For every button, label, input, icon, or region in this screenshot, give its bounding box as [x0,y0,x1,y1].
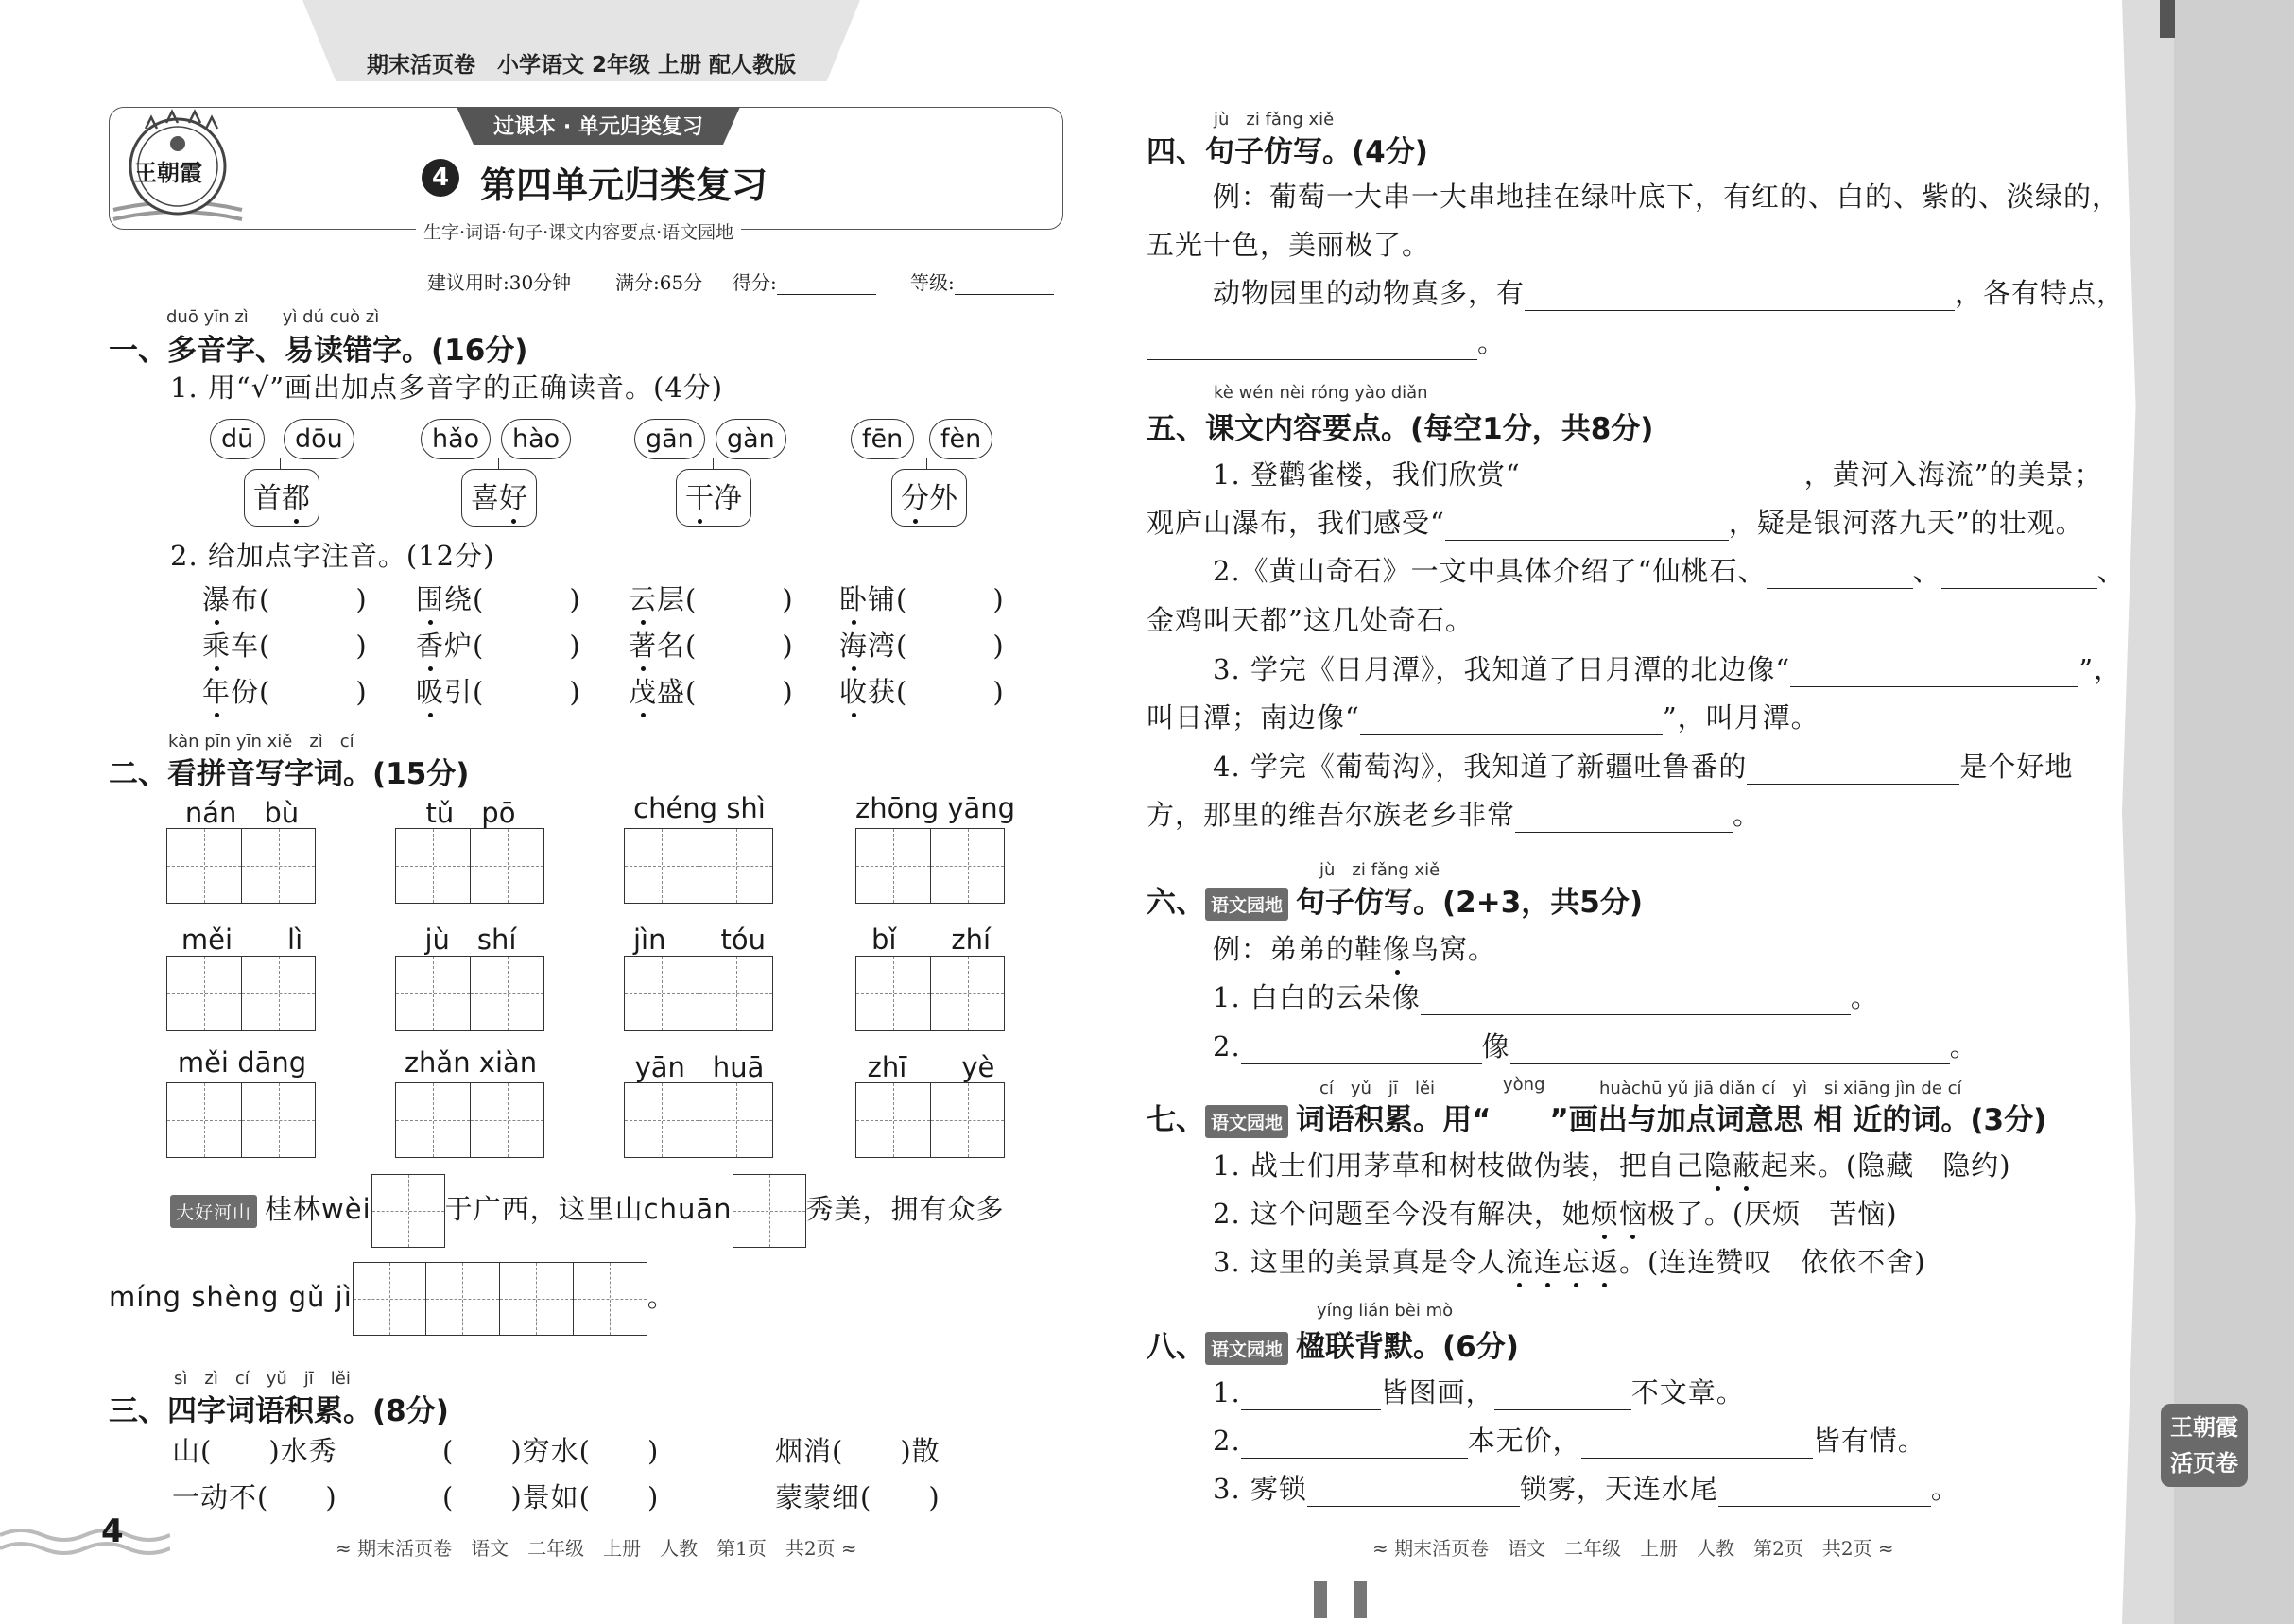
s5-blank-2[interactable] [1445,512,1729,541]
s6-heading: 六、 语文园地 句子仿写。(2+3，共5分) [1147,886,1644,920]
footer-right: ≈ 期末活页卷 语文 二年级 上册 人教 第2页 共2页 ≈ [1372,1537,1894,1560]
s7-pinyin-1: cí yǔ jī lěi [1319,1079,1436,1098]
s4-blank-1[interactable] [1525,283,1955,311]
s8-heading: 八、 语文园地 楹联背默。(6分) [1147,1330,1519,1364]
word-ganjing: 干净 [676,469,751,527]
s3-pinyin: sì zì cí yǔ jī lěi [174,1369,351,1389]
s7-l2: 2. 这个问题至今没有解决，她烦恼极了。(厌烦 苦恼) [1213,1193,1898,1232]
annotate-char-2: 湾 [868,630,897,662]
annotate-char-2: 引 [444,676,474,708]
writing-grid[interactable] [624,828,773,904]
s7-pinyin-2: yòng [1503,1075,1545,1095]
s4-prompt: 动物园里的动物真多，有 ，各有特点， [1213,277,2126,309]
writing-grid[interactable] [624,1082,773,1158]
meta-time: 建议用时:30分钟 [427,271,572,294]
choice-hao4[interactable]: hào [501,419,571,459]
annotate-char-2: 绕 [444,583,474,615]
s6-l2: 2. 像 。 [1213,1030,1978,1063]
annotate-char: 云 [629,579,657,617]
s4-prompt-end: 。 [1147,321,1506,360]
writing-grid[interactable] [395,828,544,904]
writing-grid[interactable] [624,956,773,1031]
annotate-char: 瀑 [202,579,231,617]
s5-l1: 1. 登鹳雀楼，我们欣赏“ ，黄河入海流”的美景； [1213,458,2103,491]
footer-left: ≈ 期末活页卷 语文 二年级 上册 人教 第1页 共2页 ≈ [336,1537,857,1560]
annotate-item[interactable]: 瀑布( ) [202,579,368,617]
s8-blank-3[interactable] [1241,1430,1468,1459]
s8-l3: 3. 雾锁 锁雾，天连水尾 。 [1213,1473,1959,1505]
choice-gan1[interactable]: gān [634,419,705,459]
annotate-char: 年 [202,671,231,710]
annotate-item[interactable]: 茂盛( ) [629,671,794,710]
choice-fen4[interactable]: fèn [929,419,992,459]
s1-q2: 2. 给加点字注音。(12分) [170,540,495,572]
word-shoudu: 首都 [244,469,319,527]
grid-pinyin: zhǎn xiàn [404,1046,538,1079]
choice-hao3[interactable]: hǎo [421,419,491,459]
tag-dahaoheshan: 大好河山 [170,1195,257,1228]
annotate-char: 吸 [416,671,444,710]
writing-grid[interactable] [855,1082,1005,1158]
grid-pinyin: zhōng yāng [855,792,1016,824]
annotate-char: 香 [416,625,444,664]
dotted-char: 隐 [1704,1145,1733,1183]
s7-l3: 3. 这里的美景真是令人流连忘返。(连连赞叹 依依不舍) [1213,1241,1926,1280]
grid-pinyin: zhī yè [867,1051,995,1083]
word-xihao: 喜好 [461,469,537,527]
meta-grade: 等级: [910,268,1054,295]
s6-example: 例：弟弟的鞋像鸟窝。 [1213,928,1496,967]
s6-pinyin: jù zi fǎng xiě [1319,860,1440,880]
dotted-char: 返 [1591,1241,1619,1280]
s7-dotted-2 [1591,1198,1647,1230]
s5-blank-6[interactable] [1360,707,1663,735]
annotate-char: 著 [629,625,657,664]
s7-l1: 1. 战士们用茅草和树枝做伪装，把自己隐蔽起来。(隐藏 隐约) [1213,1145,2011,1183]
binding-mark-2 [1354,1581,1367,1618]
s8-pinyin: yíng lián bèi mò [1317,1301,1454,1321]
writing-grid[interactable] [855,956,1005,1031]
page-number: 4 [101,1512,124,1550]
s3-r1c2: ( )穷水( ) [442,1435,660,1467]
s5-blank-3[interactable] [1767,561,1913,589]
fill-chuan[interactable] [733,1174,806,1248]
annotate-char: 海 [839,625,868,664]
tag-yuwen-7: 语文园地 [1205,1105,1288,1138]
annotate-item[interactable]: 著名( ) [629,625,794,664]
s4-pinyin: jù zi fǎng xiě [1214,110,1335,130]
annotate-char: 乘 [202,625,231,664]
writing-grid[interactable] [395,1082,544,1158]
annotate-item[interactable]: 卧铺( ) [839,579,1005,617]
unit-number: 4 [422,159,459,197]
annotate-item[interactable]: 香炉( ) [416,625,581,664]
writing-grid[interactable] [166,956,316,1031]
s8-blank-2[interactable] [1494,1382,1631,1410]
annotate-char-2: 铺 [868,583,897,615]
grid-pinyin: měi dāng [177,1046,307,1079]
annotate-char: 收 [839,671,868,710]
s7-pinyin-3: huàchū yǔ jiā diǎn cí yì si xiāng jìn de cí [1599,1079,1962,1098]
s6-blank-3[interactable] [1510,1036,1950,1064]
dotted-char: 恼 [1619,1193,1647,1232]
side-strip-inner [2174,0,2294,1624]
annotate-char-2: 份 [231,676,260,708]
s2-fill-line1: 大好河山 桂林wèi 于广西，这里山chuān 秀美，拥有众多 [170,1174,1005,1248]
banner-text: 期末活页卷 小学语文 2年级 上册 配人教版 [366,53,797,78]
annotate-char-2: 盛 [657,676,686,708]
s5-pinyin: kè wén nèi róng yào diǎn [1214,383,1428,403]
choice-du1[interactable]: dū [210,419,265,459]
grid-pinyin: jìn tóu [633,924,766,956]
s5-blank-8[interactable] [1515,804,1733,833]
s5-l7: 4. 学完《葡萄沟》，我知道了新疆吐鲁番的 是个好地 [1213,751,2074,783]
annotate-char-2: 名 [657,630,686,662]
grid-pinyin: měi lì [181,924,303,956]
s8-blank-4[interactable] [1581,1430,1813,1459]
s5-l5: 3. 学完《日月潭》，我知道了日月潭的北边像“ ”， [1213,653,2123,685]
side-marker [2160,0,2175,38]
grid-pinyin: jù shí [424,924,517,956]
dotted-char: 烦 [1591,1193,1619,1232]
annotate-char-2: 层 [657,583,686,615]
s7-dotted-1 [1704,1149,1761,1182]
annotate-item[interactable]: 云层( ) [629,579,794,617]
grid-pinyin: nán bù [184,797,300,829]
s5-blank-5[interactable] [1790,659,2078,687]
grid-pinyin: yān huā [634,1051,765,1083]
s3-r2c3: 蒙蒙细( ) [775,1481,940,1513]
grid-pinyin: chéng shì [633,792,766,824]
s8-blank-1[interactable] [1241,1382,1381,1410]
s7-dotted-3 [1506,1246,1619,1278]
s6-l1: 1. 白白的云朵像 。 [1213,981,1879,1013]
s5-l6: 叫日潭；南边像“ ”，叫月潭。 [1147,701,1820,734]
s2-pinyin: kàn pīn yīn xiě zì cí [168,732,354,752]
s6-blank-1[interactable] [1421,987,1851,1015]
meta-full: 满分:65分 [615,271,703,294]
s1-pinyin: duō yīn zì yì dú cuò zì [166,307,380,327]
s3-r1c3: 烟消( )散 [775,1435,940,1467]
annotate-char-2: 布 [231,583,260,615]
page-title: 第四单元归类复习 [480,164,768,206]
dotted-char: 忘 [1562,1241,1591,1280]
s4-example-2: 五光十色，美丽极了。 [1147,229,1431,261]
s7-heading: 七、 语文园地 词语积累。用“ ”画出与加点词意思 相 近的词。(3分) [1147,1103,2047,1137]
word-fenwai: 分外 [891,469,967,527]
tag-yuwen-8: 语文园地 [1205,1332,1288,1365]
s1-heading: 一、多音字、易读错字。(16分) [109,334,528,368]
choice-fen1[interactable]: fēn [851,419,914,459]
seal-brand: 王朝霞 [134,159,202,186]
dotted-char: 蔽 [1733,1145,1761,1183]
annotate-item[interactable]: 海湾( ) [839,625,1005,664]
annotate-item[interactable]: 年份( ) [202,671,368,710]
s5-blank-4[interactable] [1941,561,2097,589]
s5-l4: 金鸡叫天都”这几处奇石。 [1147,604,1474,636]
tag-yuwen-6: 语文园地 [1205,888,1288,921]
dotted-char: 连 [1534,1241,1562,1280]
annotate-char: 茂 [629,671,657,710]
s8-blank-6[interactable] [1718,1478,1931,1507]
annotate-char-2: 获 [868,676,897,708]
s5-l8: 方，那里的维吾尔族老乡非常 。 [1147,799,1762,831]
s4-example-1: 例：葡萄一大串一大串地挂在绿叶底下，有红的、白的、紫的、淡绿的， [1213,181,2121,213]
s2-heading: 二、看拼音写字词。(15分) [109,757,470,791]
grid-pinyin: tǔ pō [425,797,516,829]
fill-wei[interactable] [371,1174,445,1248]
annotate-item[interactable]: 吸引( ) [416,671,581,710]
s8-l2: 2. 本无价， 皆有情。 [1213,1425,1926,1457]
annotate-char: 卧 [839,579,868,617]
bottom-wave-left [0,1522,170,1560]
binding-mark-1 [1314,1581,1327,1618]
s5-blank-1[interactable] [1521,464,1804,492]
writing-grid[interactable] [395,956,544,1031]
writing-grid[interactable] [166,828,316,904]
writing-grid[interactable] [166,1082,316,1158]
side-badge-label: 活页卷 [2170,1450,2238,1477]
s5-heading: 五、课文内容要点。(每空1分，共8分) [1147,412,1654,446]
s3-heading: 三、四字词语积累。(8分) [109,1394,449,1428]
writing-grid[interactable] [855,828,1005,904]
choice-gan4[interactable]: gàn [716,419,786,459]
s5-l2: 观庐山瀑布，我们感受“ ，疑是银河落九天”的壮观。 [1147,507,2084,539]
choice-dou[interactable]: dōu [284,419,354,459]
s5-blank-7[interactable] [1747,756,1959,785]
s6-blank-2[interactable] [1241,1036,1482,1064]
annotate-char-2: 炉 [444,630,474,662]
s2-fill-line2: míng shèng gǔ jì 。 [109,1262,676,1336]
grid-pinyin: bǐ zhí [871,924,992,956]
title-subtitle: 生字·词语·句子·课文内容要点·语文园地 [416,218,741,244]
s5-l3: 2.《黄山奇石》一文中具体介绍了“仙桃石、 、 、 [1213,555,2126,587]
s3-r1c1: 山( )水秀 [172,1435,337,1467]
annotate-char-2: 车 [231,630,260,662]
annotate-item[interactable]: 乘车( ) [202,625,368,664]
s3-r2c1: 一动不( ) [172,1481,337,1513]
dotted-char: 流 [1506,1241,1534,1280]
meta-score: 得分: [733,268,876,295]
title-tab-label: 过课本 · 单元归类复习 [493,115,703,139]
s3-r2c2: ( )景如( ) [442,1481,660,1513]
annotate-item[interactable]: 收获( ) [839,671,1005,710]
side-badge-brand: 王朝霞 [2170,1413,2238,1441]
s1-q1: 1. 用“√”画出加点多音字的正确读音。(4分) [170,371,724,404]
s8-blank-5[interactable] [1307,1478,1520,1507]
s8-l1: 1. 皆图画， 不文章。 [1213,1376,1745,1408]
annotate-item[interactable]: 围绕( ) [416,579,581,617]
s4-heading: 四、句子仿写。(4分) [1147,135,1428,169]
annotate-char: 围 [416,579,444,617]
s4-blank-2[interactable] [1147,332,1477,360]
